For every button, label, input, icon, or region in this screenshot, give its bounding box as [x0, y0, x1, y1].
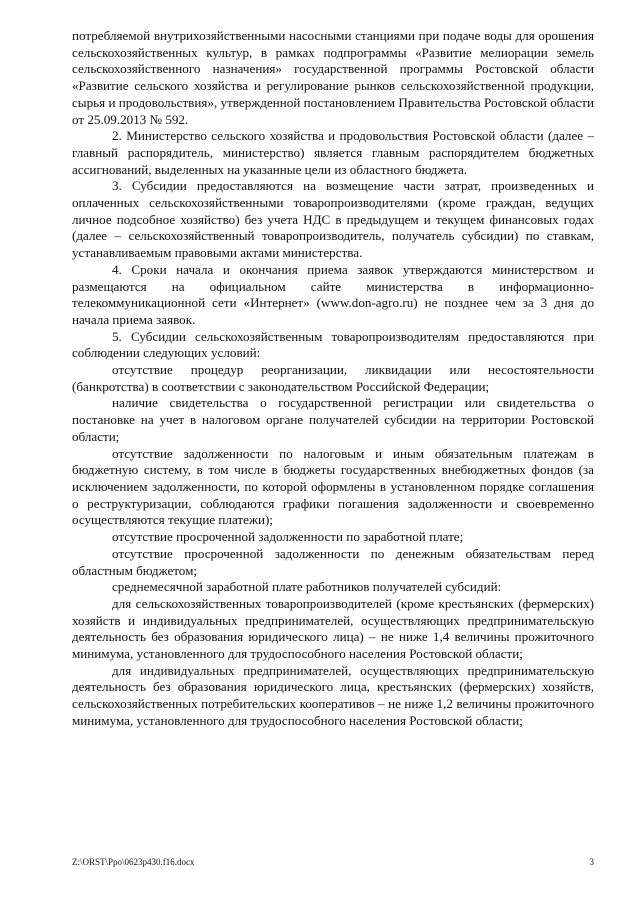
paragraph: наличие свидетельства о государственной регистрации или свидетельства о постановке на учет в налоговом органе получателей субсидии на территории Ростовской области; — [72, 395, 594, 444]
file-path: Z:\ORST\Ppo\0623p430.f16.docx — [72, 857, 195, 867]
paragraph: 4. Сроки начала и окончания приема заявок утверждаются министерством и размещаются на официальном сайте министерства в информационно-телекоммуникационной сети «Интернет» (www.don-agro.ru) не позднее чем за 3 дня до начала приема заявок. — [72, 261, 594, 327]
paragraph: потребляемой внутрихозяйственными насосными станциями при подаче воды для орошения сельскохозяйственных культур, в рамках подпрограммы «Развитие мелиорации земель сельскохозяйственного назначения» государственной программы Ростовской области «Развитие сельского хозяйства и регулирование рынков сельскохозяйственной продукции, сырья и продовольствия», утвержденной постановлением Правительства Ростовской области от 25.09.2013 № 592. — [72, 28, 594, 127]
paragraph: отсутствие просроченной задолженности по заработной плате; — [112, 529, 464, 545]
paragraph: 2. Министерство сельского хозяйства и продовольствия Ростовской области (далее – главный распорядитель, министерство) является главным распорядителем бюджетных ассигнований, выделенных на указанные цели из областного бюджета. — [72, 128, 594, 177]
page-number: 3 — [589, 857, 594, 867]
paragraph: для сельскохозяйственных товаропроизводителей (кроме крестьянских (фермерских) хозяйств и индивидуальных предпринимателей, осуществляющих предпринимательскую деятельность без образования юридического лица) – не ниже 1,4 величины прожиточного минимума, установленного для трудоспособного населения Ростовской области; — [72, 595, 594, 662]
paragraph: 5. Субсидии сельскохозяйственным товаропроизводителям предоставляются при соблюдении следующих условий: — [72, 328, 594, 361]
paragraph: среднемесячной заработной плате работников получателей субсидий: — [112, 579, 502, 595]
paragraph: отсутствие процедур реорганизации, ликвидации или несостоятельности (банкротства) в соответствии с законодательством Российской Федерации; — [72, 362, 594, 394]
paragraph: для индивидуальных предпринимателей, осуществляющих предпринимательскую деятельность без образования юридического лица, крестьянских (фермерских) хозяйств, сельскохозяйственных потребительских кооперативов – не ниже 1,2 величины прожиточного минимума, установленного для трудоспособного населения Ростовской области; — [72, 662, 594, 728]
paragraph: отсутствие просроченной задолженности по денежным обязательствам перед областным бюджетом; — [72, 545, 594, 578]
paragraph: отсутствие задолженности по налоговым и иным обязательным платежам в бюджетную систему, в том числе в бюджеты государственных внебюджетных фондов (за исключением задолженности, по которой оформлены в установленном порядке соглашения о реструктуризации, соблюдаются графики погашения задолженности и своевременно осуществляются текущие платежи); — [72, 445, 594, 528]
paragraph: 3. Субсидии предоставляются на возмещение части затрат, произведенных и оплаченных сельскохозяйственными товаропроизводителями (кроме граждан, ведущих личное подсобное хозяйство) без учета НДС в предыдущем и текущем финансовых годах (далее – сельскохозяйственный товаропроизводитель, получатель субсидии) по ставкам, устанавливаемым правовыми актами министерства. — [72, 178, 594, 261]
document-body — [72, 28, 594, 730]
